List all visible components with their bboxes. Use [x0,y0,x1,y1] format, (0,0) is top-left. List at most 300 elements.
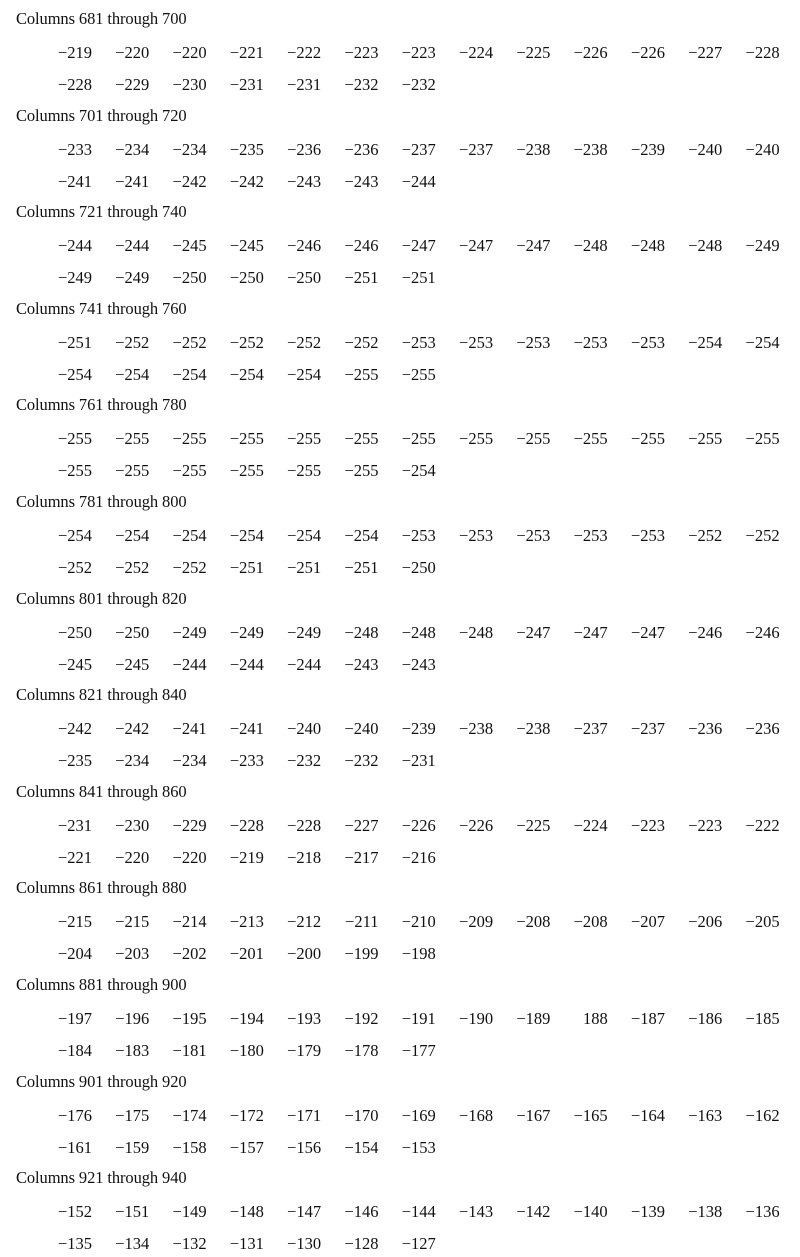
matrix-value: −202 [172,944,207,964]
matrix-value: −255 [630,429,665,449]
matrix-value: −136 [745,1202,780,1222]
matrix-value: −251 [401,268,436,288]
value-row [0,557,800,579]
matrix-value: −223 [688,815,723,835]
matrix-value: −250 [172,268,207,288]
matrix-value: −251 [344,268,379,288]
matrix-value: −184 [57,1041,92,1060]
matrix-value: −240 [287,719,322,739]
matrix-value: −254 [115,526,150,545]
value-row [0,1040,800,1062]
matrix-value: −255 [401,429,436,449]
matrix-value: −190 [459,1009,494,1028]
matrix-value: −254 [229,364,264,384]
column-block [0,1,800,98]
matrix-value: −180 [229,1041,264,1060]
matrix-value: −195 [172,1009,207,1028]
matrix-value: −255 [745,429,780,449]
matrix-value: −252 [172,558,207,577]
matrix-value: −241 [57,171,92,191]
matrix-value: −234 [115,751,150,771]
matrix-value: −250 [115,622,150,642]
matrix-value: −171 [287,1105,322,1125]
matrix-value: −255 [172,461,207,481]
matrix-value: −242 [115,719,150,739]
matrix-value: −239 [630,139,665,159]
matrix-value: −254 [57,364,92,384]
value-row [0,622,800,644]
matrix-value: −255 [344,429,379,449]
matrix-value: −152 [57,1202,92,1222]
matrix-value: −248 [344,622,379,642]
value-row [0,460,800,482]
column-block [0,194,800,291]
matrix-value: −252 [115,558,150,577]
matrix-value: −212 [287,912,322,932]
matrix-value: −193 [287,1009,322,1028]
column-range-heading: Columns 761 through 780 [16,395,187,415]
matrix-value: −254 [688,332,723,352]
matrix-value: −169 [401,1105,436,1125]
matrix-value: −254 [172,526,207,545]
matrix-value: −255 [229,461,264,481]
matrix-value: −253 [630,332,665,352]
matrix-value: −238 [516,139,551,159]
matrix-value: −225 [516,815,551,835]
matrix-value: −198 [401,944,436,964]
matrix-value: −142 [516,1202,551,1222]
matrix-value: −237 [573,719,608,739]
column-range-heading: Columns 801 through 820 [16,588,187,608]
matrix-value: −253 [459,526,494,545]
matrix-value: −238 [573,139,608,159]
matrix-value: −252 [115,332,150,352]
matrix-value: −253 [573,526,608,545]
matrix-value: 188 [582,1009,608,1028]
matrix-value: −151 [115,1202,150,1222]
matrix-value: −239 [401,719,436,739]
matrix-value: −232 [401,75,436,94]
matrix-value: −252 [688,526,723,545]
matrix-value: −255 [573,429,608,449]
matrix-value: −247 [459,236,494,256]
matrix-value: −255 [688,429,723,449]
matrix-value: −231 [401,751,436,771]
matrix-value: −251 [344,558,379,577]
matrix-value: −253 [573,332,608,352]
matrix-value: −249 [229,622,264,642]
matrix-value: −176 [57,1105,92,1125]
column-block [0,291,800,388]
value-row [0,1008,800,1030]
matrix-value: −233 [229,751,264,771]
value-row [0,943,800,965]
matrix-value: −194 [229,1009,264,1028]
matrix-value: −189 [516,1009,551,1028]
column-block [0,774,800,871]
matrix-value: −216 [401,847,436,867]
matrix-value: −154 [344,1137,379,1157]
matrix-value: −245 [115,654,150,674]
value-row [0,1201,800,1223]
matrix-value: −253 [401,332,436,352]
column-block [0,967,800,1064]
matrix-value: −247 [516,236,551,256]
column-range-heading: Columns 721 through 740 [16,202,187,222]
matrix-value: −251 [57,332,92,352]
matrix-value: −243 [344,171,379,191]
matrix-value: −232 [287,751,322,771]
matrix-value: −156 [287,1137,322,1157]
matrix-value: −245 [172,236,207,256]
value-row [0,267,800,289]
matrix-value: −210 [401,912,436,932]
matrix-value: −236 [745,719,780,739]
matrix-value: −232 [344,751,379,771]
value-row [0,911,800,933]
column-range-heading: Columns 881 through 900 [16,975,187,994]
matrix-value: −250 [287,268,322,288]
matrix-value: −253 [630,526,665,545]
matrix-value: −248 [459,622,494,642]
column-range-heading: Columns 701 through 720 [16,105,187,125]
matrix-value: −200 [287,944,322,964]
matrix-value: −234 [172,751,207,771]
matrix-value: −254 [745,332,780,352]
matrix-value: −248 [401,622,436,642]
matrix-value: −252 [745,526,780,545]
matrix-value: −232 [344,75,379,94]
matrix-value: −131 [229,1234,264,1254]
matrix-value: −241 [229,719,264,739]
matrix-value: −236 [287,139,322,159]
matrix-value: −179 [287,1041,322,1060]
matrix-value: −229 [172,815,207,835]
matrix-value: −187 [630,1009,665,1028]
matrix-value: −244 [287,654,322,674]
value-row [0,654,800,676]
value-row [0,525,800,547]
matrix-value: −226 [459,815,494,835]
matrix-value: −255 [287,461,322,481]
matrix-value: −255 [229,429,264,449]
matrix-value: −244 [57,236,92,256]
matrix-value: −224 [459,43,494,62]
value-row [0,428,800,450]
matrix-value: −132 [172,1234,207,1254]
matrix-value: −247 [516,622,551,642]
matrix-value: −240 [688,139,723,159]
matrix-value: −253 [516,526,551,545]
matrix-value: −196 [115,1009,150,1028]
column-range-heading: Columns 901 through 920 [16,1071,187,1091]
matrix-value: −244 [229,654,264,674]
matrix-value: −181 [172,1041,207,1060]
value-row [0,847,800,869]
matrix-value: −237 [401,139,436,159]
matrix-value: −254 [115,364,150,384]
matrix-value: −245 [229,236,264,256]
matrix-value: −220 [115,847,150,867]
matrix-value: −253 [401,526,436,545]
matrix-value: −249 [172,622,207,642]
matrix-value: −255 [115,429,150,449]
matrix-value: −241 [172,719,207,739]
matrix-value: −255 [57,461,92,481]
matrix-value: −242 [57,719,92,739]
matrix-value: −231 [57,815,92,835]
matrix-value: −164 [630,1105,665,1125]
matrix-value: −209 [459,912,494,932]
matrix-value: −249 [57,268,92,288]
matrix-value: −157 [229,1137,264,1157]
matrix-value: −242 [229,171,264,191]
matrix-value: −233 [57,139,92,159]
matrix-value: −247 [630,622,665,642]
matrix-value: −203 [115,944,150,964]
matrix-value: −243 [287,171,322,191]
matrix-value: −159 [115,1137,150,1157]
matrix-value: −227 [344,815,379,835]
matrix-value: −231 [229,75,264,94]
column-block [0,581,800,678]
matrix-value: −254 [287,526,322,545]
matrix-value: −240 [745,139,780,159]
matrix-value: −149 [172,1202,207,1222]
matrix-value: −237 [459,139,494,159]
matrix-value: −255 [115,461,150,481]
matrix-value: −208 [516,912,551,932]
matrix-value: −250 [57,622,92,642]
matrix-value: −249 [745,236,780,256]
matrix-value: −186 [688,1009,723,1028]
matrix-value: −223 [401,43,436,62]
matrix-value: −207 [630,912,665,932]
matrix-value: −246 [287,236,322,256]
matrix-value: −246 [745,622,780,642]
matrix-value: −237 [630,719,665,739]
matrix-value: −244 [401,171,436,191]
matrix-value: −211 [345,912,379,932]
matrix-value: −158 [172,1137,207,1157]
matrix-value: −144 [401,1202,436,1222]
matrix-value: −253 [459,332,494,352]
value-row [0,718,800,740]
column-range-heading: Columns 821 through 840 [16,685,187,705]
matrix-value: −165 [573,1105,608,1125]
matrix-value: −238 [516,719,551,739]
matrix-value: −243 [344,654,379,674]
matrix-value: −228 [57,75,92,94]
matrix-value: −241 [115,171,150,191]
value-row [0,74,800,96]
matrix-value: −252 [172,332,207,352]
matrix-value: −163 [688,1105,723,1125]
matrix-value: −254 [57,526,92,545]
matrix-value: −249 [115,268,150,288]
matrix-value: −140 [573,1202,608,1222]
column-block [0,677,800,774]
matrix-value: −221 [229,43,264,62]
matrix-value: −161 [57,1137,92,1157]
matrix-value: −213 [229,912,264,932]
column-block [0,98,800,195]
matrix-value: −247 [401,236,436,256]
matrix-value: −170 [344,1105,379,1125]
matrix-value: −204 [57,944,92,964]
matrix-value: −205 [745,912,780,932]
matrix-value: −250 [401,558,436,577]
matrix-value: −255 [516,429,551,449]
matrix-value: −245 [57,654,92,674]
matrix-value: −246 [344,236,379,256]
matrix-value: −199 [344,944,379,964]
matrix-value: −178 [344,1041,379,1060]
matrix-value: −217 [344,847,379,867]
value-row [0,139,800,161]
column-range-heading: Columns 841 through 860 [16,781,187,801]
matrix-value: −214 [172,912,207,932]
value-row [0,171,800,193]
matrix-value: −127 [401,1234,436,1254]
column-range-heading: Columns 861 through 880 [16,878,187,898]
matrix-value: −248 [573,236,608,256]
matrix-value: −134 [115,1234,150,1254]
matrix-value: −162 [745,1105,780,1125]
column-range-heading: Columns 781 through 800 [16,492,187,511]
matrix-value: −227 [688,43,723,62]
column-block [0,484,800,581]
matrix-value: −191 [401,1009,436,1028]
matrix-value: −236 [688,719,723,739]
value-row [0,1233,800,1255]
matrix-value: −254 [287,364,322,384]
matrix-value: −254 [344,526,379,545]
column-range-heading: Columns 921 through 940 [16,1168,187,1188]
value-row [0,815,800,837]
matrix-value: −220 [172,43,207,62]
column-block [0,870,800,967]
matrix-value: −138 [688,1202,723,1222]
matrix-value: −252 [287,332,322,352]
matrix-value: −185 [745,1009,780,1028]
matrix-value: −221 [57,847,92,867]
matrix-value: −255 [287,429,322,449]
matrix-value: −222 [745,815,780,835]
matrix-value: −167 [516,1105,551,1125]
value-row [0,332,800,354]
matrix-value: −254 [401,461,436,481]
matrix-value: −252 [229,332,264,352]
matrix-value: −236 [344,139,379,159]
matrix-value: −128 [344,1234,379,1254]
matrix-value: −255 [57,429,92,449]
matrix-value: −208 [573,912,608,932]
matrix-value: −253 [516,332,551,352]
matrix-value: −255 [459,429,494,449]
matrix-value: −252 [344,332,379,352]
column-range-heading: Columns 681 through 700 [16,9,187,28]
matrix-value: −240 [344,719,379,739]
matrix-value: −183 [115,1041,150,1060]
matrix-value: −244 [115,236,150,256]
matrix-value: −218 [287,847,322,867]
matrix-value: −219 [229,847,264,867]
matrix-value: −251 [229,558,264,577]
matrix-value: −192 [344,1009,379,1028]
matrix-value: −146 [344,1202,379,1222]
matrix-value: −224 [573,815,608,835]
matrix-value: −255 [172,429,207,449]
matrix-value: −223 [630,815,665,835]
matrix-value: −238 [459,719,494,739]
value-row [0,235,800,257]
matrix-value: −153 [401,1137,436,1157]
value-row [0,42,800,64]
matrix-value: −252 [57,558,92,577]
matrix-value: −254 [172,364,207,384]
matrix-value: −219 [57,43,92,62]
matrix-value: −254 [229,526,264,545]
matrix-value: −197 [57,1009,92,1028]
matrix-value: −249 [287,622,322,642]
matrix-value: −143 [459,1202,494,1222]
matrix-value: −175 [115,1105,150,1125]
matrix-value: −222 [287,43,322,62]
matrix-value: −242 [172,171,207,191]
matrix-value: −177 [401,1041,436,1060]
matrix-value: −130 [287,1234,322,1254]
column-block [0,1160,800,1257]
matrix-value: −226 [573,43,608,62]
matrix-value: −220 [172,847,207,867]
value-row [0,750,800,772]
column-block [0,1064,800,1161]
matrix-value: −246 [688,622,723,642]
matrix-value: −247 [573,622,608,642]
matrix-value: −139 [630,1202,665,1222]
matrix-value: −235 [229,139,264,159]
matrix-value: −230 [172,75,207,94]
matrix-value: −255 [344,461,379,481]
column-block [0,387,800,484]
matrix-value: −255 [401,364,436,384]
matrix-value: −250 [229,268,264,288]
matrix-value: −226 [401,815,436,835]
matrix-value: −243 [401,654,436,674]
matrix-value: −220 [115,43,150,62]
matrix-value: −251 [287,558,322,577]
matrix-value: −223 [344,43,379,62]
matrix-value: −201 [229,944,264,964]
matrix-value: −148 [229,1202,264,1222]
matrix-value: −228 [287,815,322,835]
matrix-value: −255 [344,364,379,384]
matrix-value: −215 [57,912,92,932]
matrix-value: −234 [115,139,150,159]
matrix-value: −225 [516,43,551,62]
matrix-value: −244 [172,654,207,674]
matrix-value: −226 [630,43,665,62]
matrix-value: −215 [115,912,150,932]
matrix-value: −234 [172,139,207,159]
matrix-value: −206 [688,912,723,932]
matrix-value: −230 [115,815,150,835]
matrix-value: −248 [630,236,665,256]
matrix-value: −147 [287,1202,322,1222]
value-row [0,1137,800,1159]
matrix-value: −172 [229,1105,264,1125]
